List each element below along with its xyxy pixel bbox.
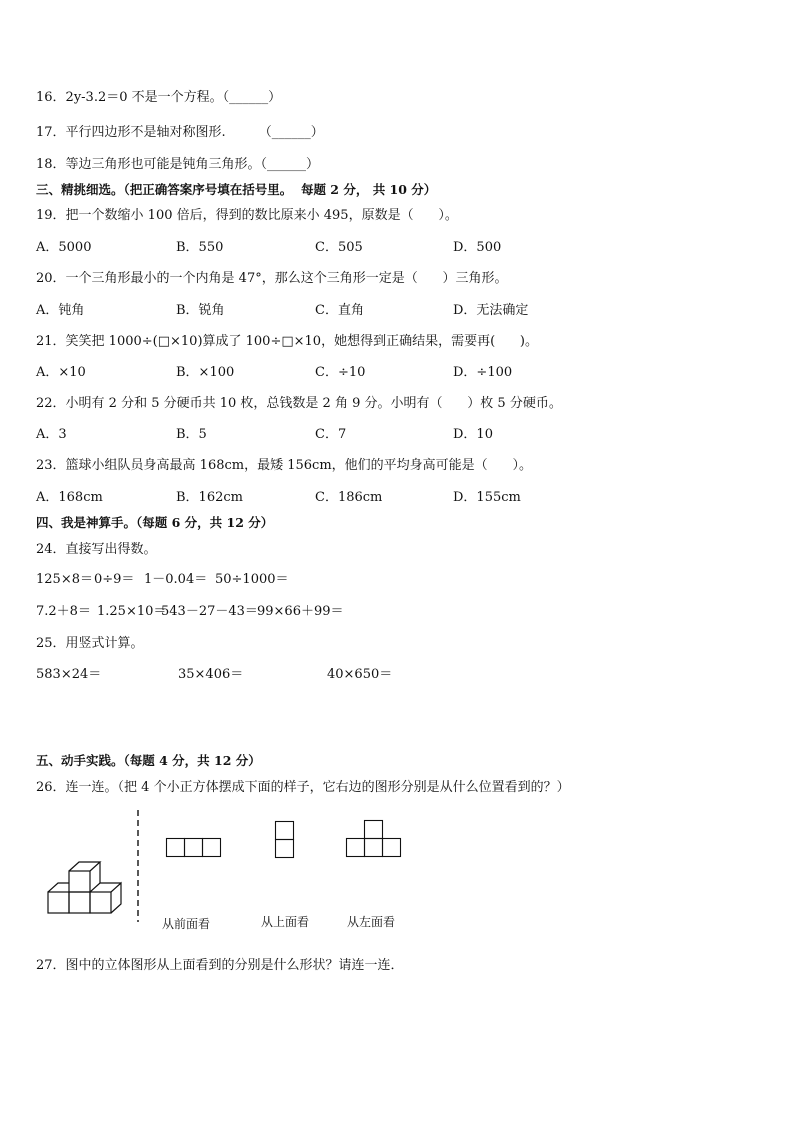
question-22: 22．小明有 2 分和 5 分硬币共 10 枚，总钱数是 2 角 9 分。小明有（ ）枚 5 分硬币。 <box>36 396 562 411</box>
option-d: D．无法确定 <box>453 303 529 318</box>
caption-front: 从前面看 <box>162 917 211 931</box>
calc-item: 7.2＋8＝ <box>36 604 91 619</box>
caption-left: 从左面看 <box>347 915 396 929</box>
caption-top: 从上面看 <box>261 915 310 929</box>
calc-item: 0÷9＝ <box>94 572 135 587</box>
calc-item: 50÷1000＝ <box>215 572 289 587</box>
calc-item: 125×8＝ <box>36 572 93 587</box>
option-d: D．÷100 <box>453 365 513 380</box>
question-19: 19．把一个数缩小 100 倍后，得到的数比原来小 495，原数是（ ）。 <box>36 208 458 223</box>
question-18: 18．等边三角形也可能是钝角三角形。（______） <box>36 157 320 172</box>
option-a: A．×10 <box>36 365 86 380</box>
option-b: B．550 <box>176 240 224 255</box>
calc-item: 35×406＝ <box>178 667 244 682</box>
option-c: C．186cm <box>315 490 383 505</box>
option-b: B．162cm <box>176 490 243 505</box>
option-c: C．505 <box>315 240 363 255</box>
option-a: A．3 <box>36 427 67 442</box>
calc-item: 1－0.04＝ <box>144 572 208 587</box>
question-17: 17．平行四边形不是轴对称图形. （______） <box>36 125 324 140</box>
calc-item: 1.25×10＝ <box>97 604 167 619</box>
option-b: B．5 <box>176 427 207 442</box>
option-a: A．钝角 <box>36 303 85 318</box>
option-d: D．500 <box>453 240 502 255</box>
calc-item: 40×650＝ <box>327 667 393 682</box>
question-21: 21．笑笑把 1000÷(□×10)算成了 100÷□×10，她想得到正确结果，需要再( )。 <box>36 334 539 349</box>
calc-item: 99×66＋99＝ <box>257 604 344 619</box>
question-25: 25．用竖式计算。 <box>36 636 144 651</box>
option-b: B．×100 <box>176 365 235 380</box>
option-c: C．直角 <box>315 303 364 318</box>
question-27: 27．图中的立体图形从上面看到的分别是什么形状？请连一连． <box>36 958 404 973</box>
top-view-figure <box>275 821 295 859</box>
section-3-title: 三、精挑细选。（把正确答案序号填在括号里。 每题 2 分， 共 10 分） <box>36 182 437 197</box>
question-23: 23．篮球小组队员身高最高 168cm，最矮 156cm，他们的平均身高可能是（ ）。 <box>36 458 532 473</box>
stacked-cubes-figure <box>40 855 130 920</box>
front-view-figure <box>166 838 222 858</box>
option-b: B．锐角 <box>176 303 225 318</box>
option-d: D．10 <box>453 427 493 442</box>
question-20: 20．一个三角形最小的一个内角是 47°，那么这个三角形一定是（ ）三角形。 <box>36 271 508 286</box>
question-26: 26．连一连。（把 4 个小正方体摆成下面的样子，它右边的图形分别是从什么位置看到的？） <box>36 780 570 795</box>
option-a: A．168cm <box>36 490 103 505</box>
option-c: C．7 <box>315 427 347 442</box>
dashed-separator <box>136 810 140 922</box>
question-16: 16．2y-3.2＝0 不是一个方程。（______） <box>36 90 282 105</box>
option-a: A．5000 <box>36 240 92 255</box>
left-view-figure <box>346 820 402 858</box>
calc-item: 583×24＝ <box>36 667 102 682</box>
section-5-title: 五、动手实践。（每题 4 分，共 12 分） <box>36 753 261 768</box>
option-d: D．155cm <box>453 490 521 505</box>
option-c: C．÷10 <box>315 365 366 380</box>
section-4-title: 四、我是神算手。（每题 6 分，共 12 分） <box>36 515 274 530</box>
question-24: 24．直接写出得数。 <box>36 542 157 557</box>
calc-item: 543－27－43＝ <box>161 604 258 619</box>
